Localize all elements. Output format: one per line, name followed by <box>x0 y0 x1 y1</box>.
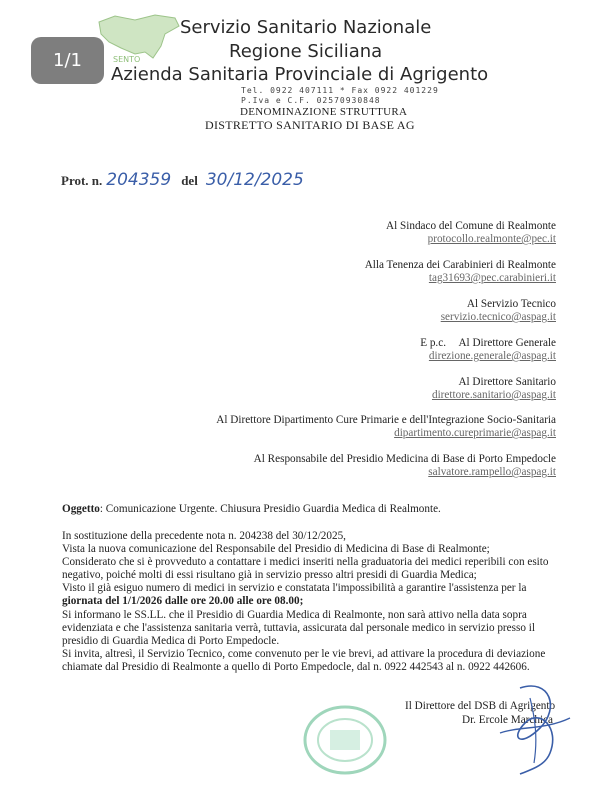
recipient-block <box>216 414 556 440</box>
recipient-block <box>254 453 556 479</box>
vat-number: P.Iva e C.F. 02570930848 <box>241 96 381 105</box>
recipient-name: Al Servizio Tecnico <box>466 298 556 310</box>
org-line1: Servizio Sanitario Nazionale <box>180 17 432 38</box>
protocol-date: 30/12/2025 <box>205 170 304 190</box>
body-paragraph: Considerato che si è provveduto a contattare i medici inseriti nella graduatoria dei medici reperibili con esito negativo, poiché molti di essi risultano già in servizio presso altri presidi di Guardia Medica; <box>62 556 549 582</box>
logo-text: SENTO <box>113 55 141 64</box>
official-stamp <box>302 704 388 781</box>
org-line2: Regione Siciliana <box>229 41 383 62</box>
recipient-email[interactable]: direzione.generale@aspag.it <box>428 350 556 362</box>
recipient-name: Al Sindaco del Comune di Realmonte <box>386 220 556 232</box>
body-paragraph: In sostituzione della precedente nota n. 204238 del 30/12/2025, <box>62 530 346 542</box>
recipient-email[interactable]: servizio.tecnico@aspag.it <box>440 311 556 323</box>
letter-body <box>62 530 562 674</box>
recipient-name: Alla Tenenza dei Carabinieri di Realmonte <box>364 259 556 271</box>
district-name: DISTRETTO SANITARIO DI BASE AG <box>205 118 415 132</box>
date-emphasis: giornata del 1/1/2026 dalle ore 20.00 alle ore 08.00; <box>62 595 304 608</box>
recipient-block <box>432 376 556 402</box>
subject-text: : Comunicazione Urgente. Chiusura Presidio Guardia Medica di Realmonte. <box>99 503 441 515</box>
recipient-email[interactable]: dipartimento.cureprimarie@aspag.it <box>394 427 556 439</box>
handwritten-signature <box>490 678 580 783</box>
recipient-name: Al Direttore Generale <box>458 337 556 349</box>
protocol-number: 204359 <box>106 170 172 190</box>
recipient-email[interactable]: direttore.sanitario@aspag.it <box>431 389 556 401</box>
contacts: Tel. 0922 407111 * Fax 0922 401229 <box>241 86 439 95</box>
recipient-name: Al Direttore Dipartimento Cure Primarie e dell'Integrazione Socio-Sanitaria <box>216 414 556 426</box>
org-line3: Azienda Sanitaria Provinciale di Agrigento <box>111 64 489 85</box>
body-paragraph: Si informano le SS.LL. che il Presidio di Guardia Medica di Realmonte, non sarà attivo nella data sopra evidenziata e che l'assistenza sanitaria verrà, tuttavia, assicurata dal personale medico in servizio presso il presidio di Guardia Medica di Porto Empedocle. <box>62 608 535 647</box>
body-paragraph: Vista la nuova comunicazione del Responsabile del Presidio di Medicina di Base di Realmonte; <box>62 543 490 556</box>
recipient-block <box>429 337 556 363</box>
subject-label: Oggetto <box>62 503 100 515</box>
page-indicator-badge[interactable]: 1/1 <box>31 37 104 84</box>
recipient-block <box>365 259 556 285</box>
recipient-block <box>441 298 556 324</box>
body-paragraph: Si invita, altresì, il Servizio Tecnico, come convenuto per le vie brevi, ad attivare la procedura di deviazione chiamate dal Presidio di Realmonte a quello di Porto Empedocle, dal n. 0922 442543 al n. 0922 442606. <box>62 647 546 673</box>
region-logo <box>95 12 181 66</box>
structure-name: DENOMINAZIONE STRUTTURA <box>240 106 408 118</box>
cc-prefix: E p.c. <box>420 337 446 349</box>
recipient-email[interactable]: tag31693@pec.carabinieri.it <box>428 272 556 284</box>
subject-line <box>62 503 562 516</box>
recipient-email[interactable]: protocollo.realmonte@pec.it <box>427 233 556 245</box>
recipient-block <box>386 220 556 246</box>
body-paragraph: Visto il già esiguo numero di medici in servizio e constatata l'impossibilità a garantire l'assistenza per la giornata del 1/1/2026 dalle ore 20.00 alle ore 08.00; <box>62 582 527 608</box>
protocol-date-label: del <box>181 173 198 188</box>
recipient-name: Al Responsabile del Presidio Medicina di Base di Porto Empedocle <box>253 453 556 465</box>
recipient-name: Al Direttore Sanitario <box>458 376 556 388</box>
protocol-label: Prot. n. <box>61 173 103 188</box>
protocol-line <box>61 170 304 190</box>
recipient-email[interactable]: salvatore.rampello@aspag.it <box>428 466 556 478</box>
signer-title: Il Direttore del DSB di Agrigento <box>405 700 556 712</box>
signer-name: Dr. Ercole Marchica <box>462 714 554 726</box>
